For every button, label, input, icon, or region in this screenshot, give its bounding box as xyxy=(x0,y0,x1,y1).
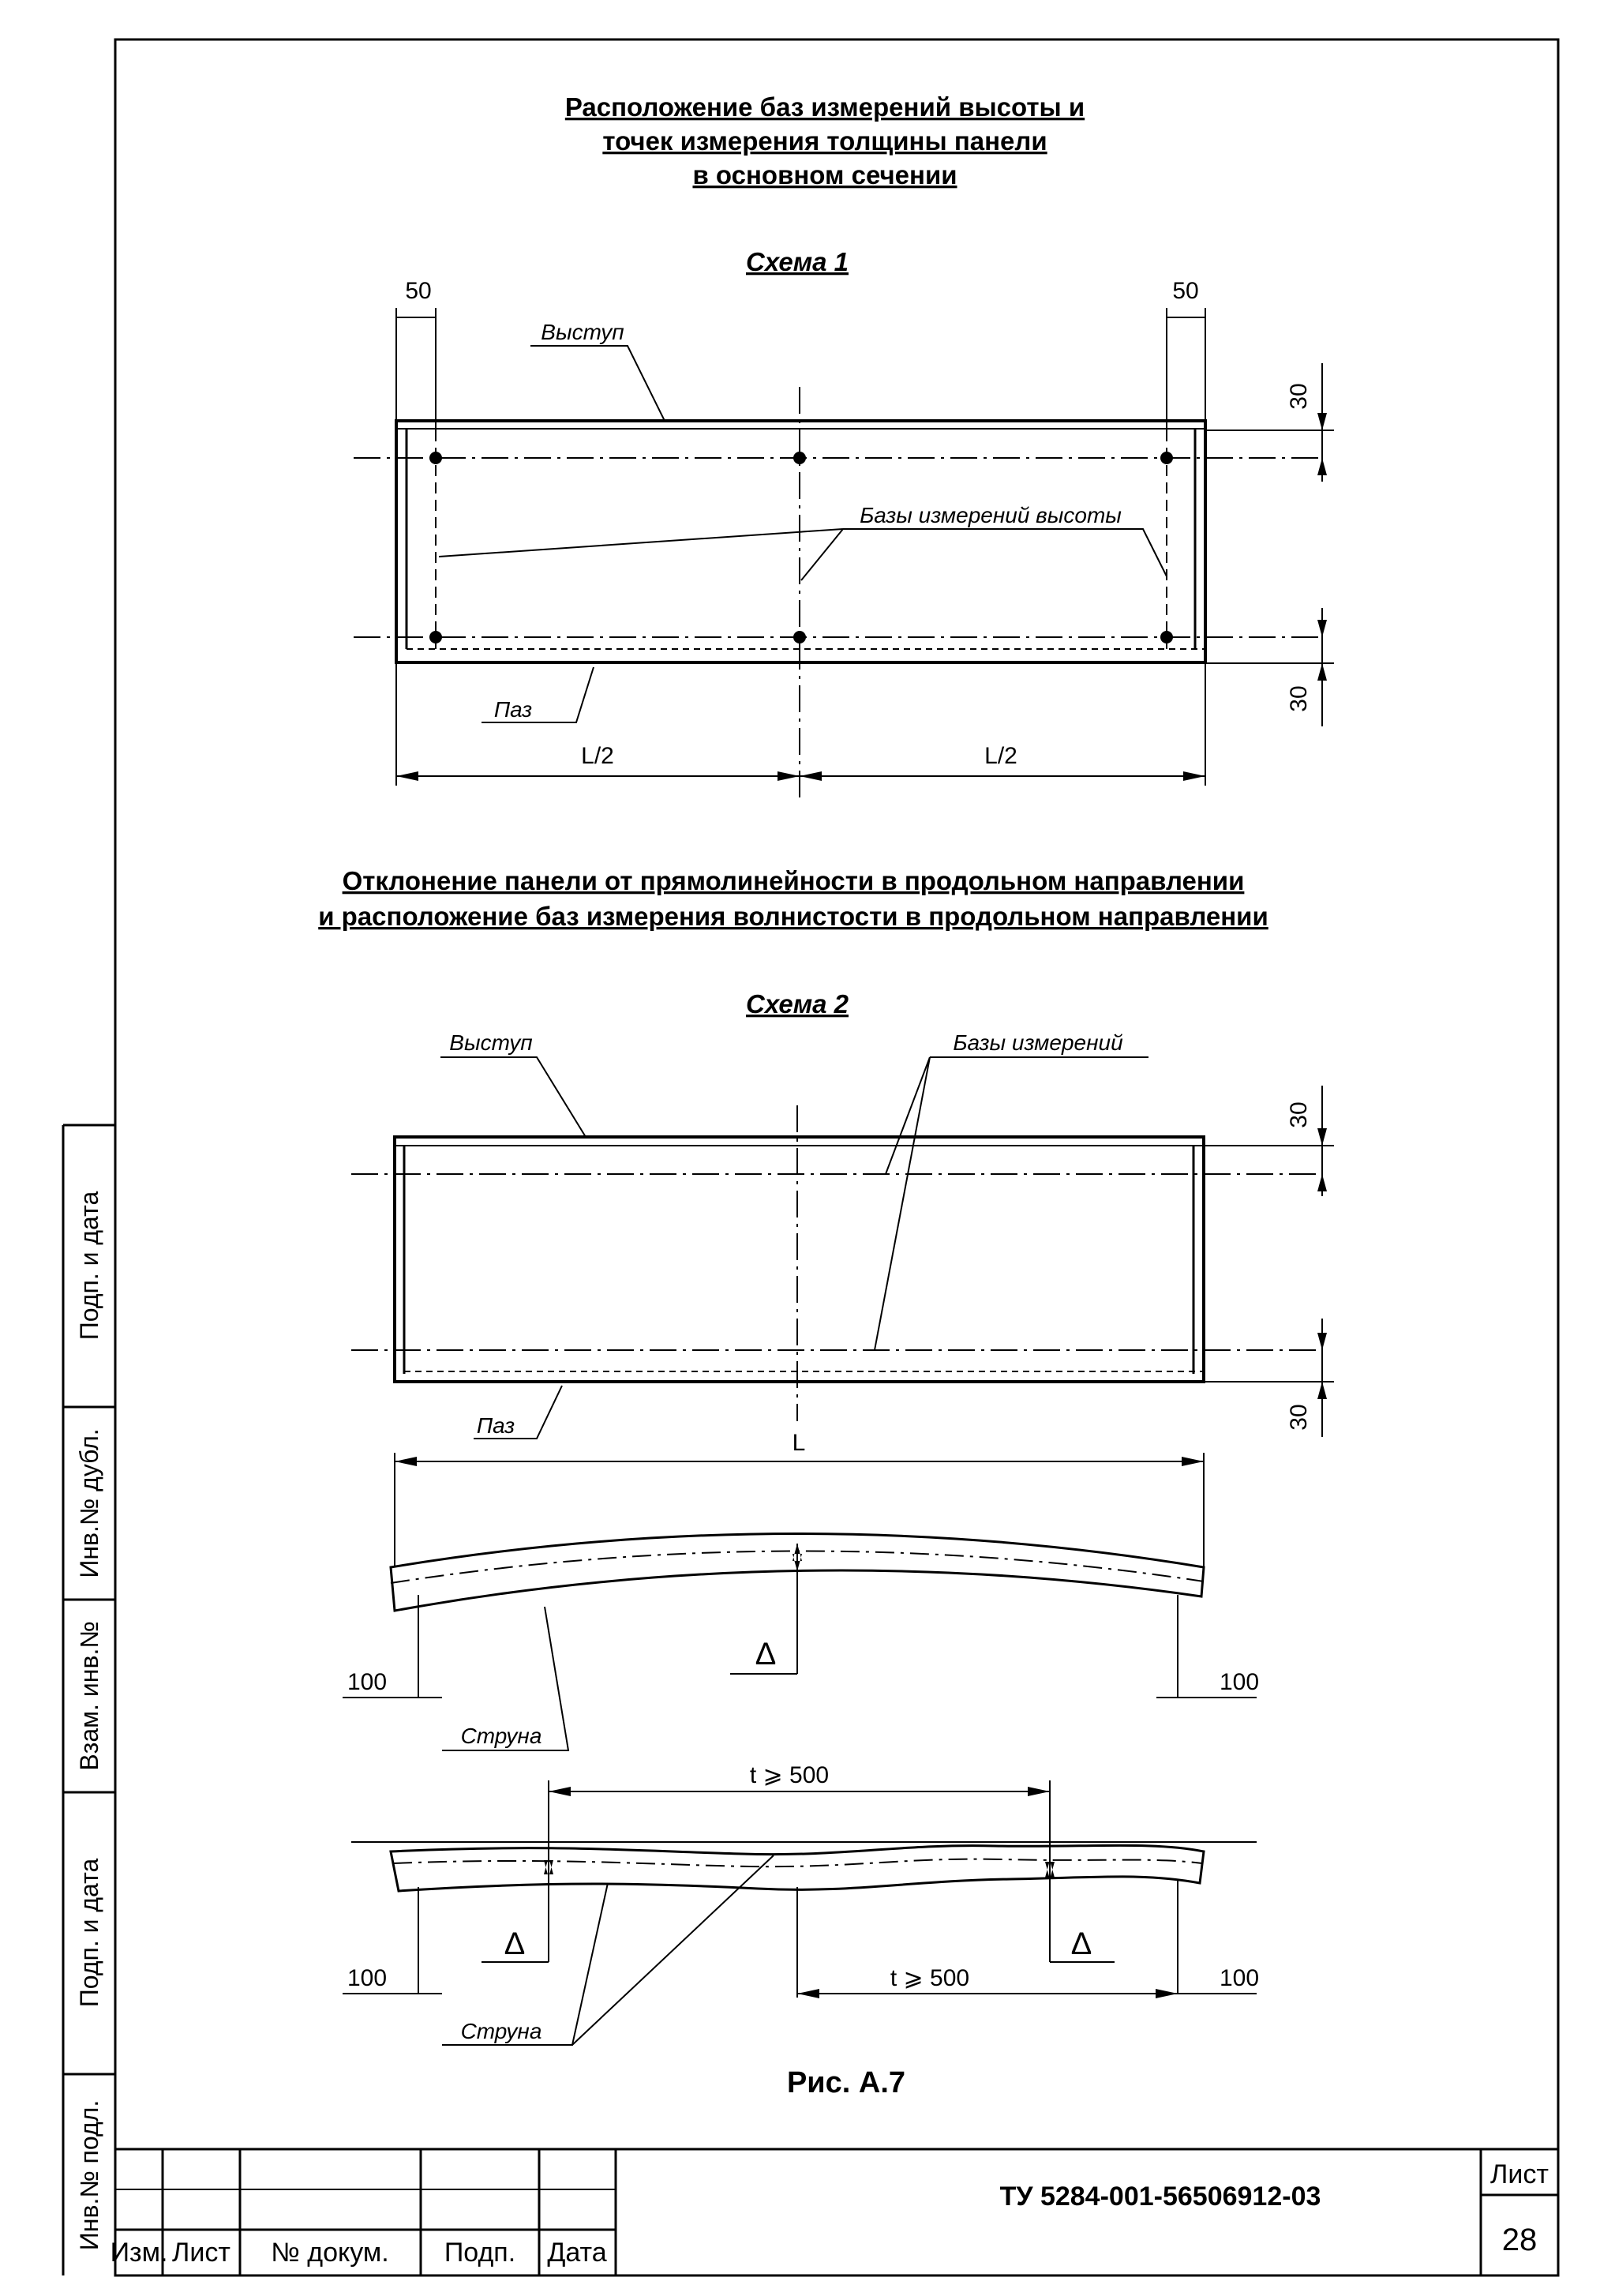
scheme1-drawing xyxy=(354,308,1334,797)
callout-string-1: Струна xyxy=(460,1724,542,1748)
callout-groove-1: Паз xyxy=(493,697,533,722)
svg-text:Отклонение панели от прямолин: Отклонение панели от прямолинейности в продольном направлении xyxy=(342,866,1245,895)
scheme2-label: Схема 2 xyxy=(745,989,849,1019)
stamp-inv-original: Инв.№ подл. xyxy=(75,2099,103,2251)
col-sheet: Лист xyxy=(172,2238,230,2268)
callout-string-2: Струна xyxy=(460,2019,542,2043)
dim2-length: L xyxy=(792,1430,806,1456)
col-revision: Изм. xyxy=(110,2238,168,2268)
sheet-number: 28 xyxy=(1501,2223,1538,2257)
dim2-wave-top: t ⩾ 500 xyxy=(749,1762,830,1788)
svg-text:точек измерения толщины панели: точек измерения толщины панели xyxy=(602,126,1047,156)
deviation-delta-3: Δ xyxy=(1070,1926,1092,1961)
dim-half-right: L/2 xyxy=(984,743,1017,769)
svg-text:Расположение баз измерений выс: Расположение баз измерений высоты и xyxy=(564,92,1085,122)
title-block xyxy=(111,2149,1558,2275)
dim2-top-30: 30 xyxy=(1286,1101,1312,1128)
dim-right-50: 50 xyxy=(1172,278,1199,304)
stamp-replaced-inv: Взам. инв.№ xyxy=(75,1621,103,1771)
callout-groove-2: Паз xyxy=(476,1413,515,1438)
callout-bases-2: Базы измерений xyxy=(953,1030,1123,1055)
stamp-inv-duplicate: Инв.№ дубл. xyxy=(75,1428,103,1578)
dim2-wave-end-left: 100 xyxy=(347,1965,388,1991)
col-doc-number: № докум. xyxy=(271,2238,389,2268)
side-stamp xyxy=(63,1125,115,2275)
dim2-end-left: 100 xyxy=(347,1669,388,1695)
col-signature: Подп. xyxy=(444,2238,516,2268)
sheet-label: Лист xyxy=(1490,2159,1549,2189)
sheet-frame xyxy=(115,39,1558,2275)
section2-title xyxy=(318,866,1268,931)
dim2-wave-bottom: t ⩾ 500 xyxy=(890,1965,970,1991)
deviation-delta-2: Δ xyxy=(504,1926,526,1961)
dim2-bottom-30: 30 xyxy=(1286,1404,1312,1431)
col-date: Дата xyxy=(547,2238,607,2268)
callout-protrusion-1: Выступ xyxy=(541,320,624,344)
callout-protrusion-2: Выступ xyxy=(449,1030,533,1055)
stamp-sign-date-2: Подп. и дата xyxy=(75,1858,103,2008)
stamp-sign-date-1: Подп. и дата xyxy=(75,1191,103,1341)
dim2-wave-end-right: 100 xyxy=(1219,1965,1260,1991)
svg-text:и расположение баз измерения в: и расположение баз измерения волнистости в продольном направлении xyxy=(318,902,1268,931)
callout-bases-1: Базы измерений высоты xyxy=(860,503,1122,527)
scheme2-drawing xyxy=(343,1057,1334,2045)
dim-left-50: 50 xyxy=(405,278,432,304)
dim-bottom-30: 30 xyxy=(1286,685,1312,712)
dim-half-left: L/2 xyxy=(581,743,614,769)
dim2-end-right: 100 xyxy=(1219,1669,1260,1695)
svg-text:в основном сечении: в основном сечении xyxy=(692,160,957,189)
figure-caption: Рис. А.7 xyxy=(786,2066,906,2099)
scheme1-label: Схема 1 xyxy=(745,247,849,276)
deviation-delta-1: Δ xyxy=(755,1637,777,1671)
document-code: ТУ 5284-001-56506912-03 xyxy=(999,2182,1321,2212)
section1-title xyxy=(565,92,1085,189)
dim-top-30: 30 xyxy=(1286,383,1312,410)
